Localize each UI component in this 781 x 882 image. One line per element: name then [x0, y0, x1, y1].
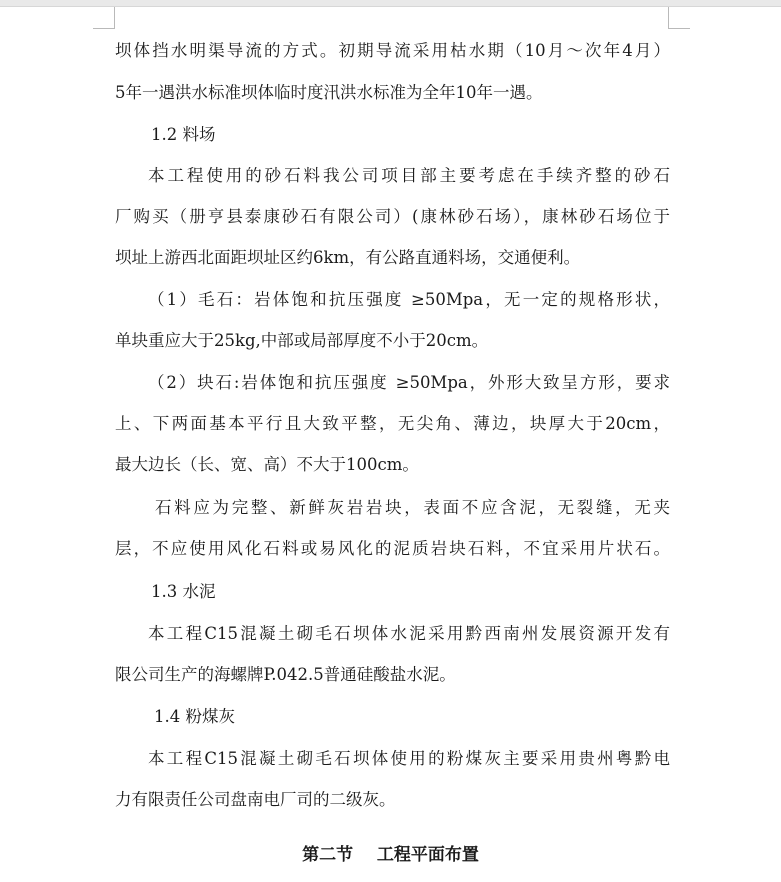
text-line: 上、下两面基本平行且大致平整，无尖角、薄边，块厚大于20cm，	[115, 414, 670, 433]
paragraph-cement	[115, 624, 670, 685]
text-line: 最大边长（长、宽、高）不大于100cm。	[115, 455, 419, 474]
margin-corner-mark-left	[114, 7, 115, 29]
paragraph-stone-quality	[115, 498, 670, 559]
intro-paragraph	[115, 41, 670, 61]
text-line: （2）块石:岩体饱和抗压强度 ≥50Mpa，外形大致呈方形，要求	[148, 373, 670, 392]
text-line: 层，不应使用风化石料或易风化的泥质岩块石料，不宜采用片状石。	[115, 539, 670, 558]
paragraph-rubble-stone	[115, 290, 670, 351]
text-line: 坝址上游西北面距坝址区约6km，有公路直通料场，交通便利。	[115, 248, 581, 267]
margin-corner-mark-right	[668, 7, 669, 29]
text-line: 限公司生产的海螺牌P.042.5普通硅酸盐水泥。	[115, 665, 456, 684]
text-line: 5年一遇洪水标准坝体临时度汛洪水标准为全年10年一遇。	[115, 83, 543, 102]
page-top-edge	[0, 0, 781, 7]
paragraph-block-stone	[115, 373, 670, 475]
text-line: 石料应为完整、新鲜灰岩岩块，表面不应含泥，无裂缝，无夹	[155, 498, 670, 517]
margin-corner-mark-right-horizontal	[668, 28, 690, 29]
intro-paragraph-end	[115, 83, 670, 103]
section-title-layout: 第二节 工程平面布置	[302, 845, 479, 865]
text-line: 本工程C15混凝土砌毛石坝体水泥采用黔西南州发展资源开发有	[148, 624, 670, 643]
heading-1-3: 1.3 水泥	[151, 582, 216, 601]
text-line: 力有限责任公司盘南电厂司的二级灰。	[115, 790, 396, 809]
paragraph-quarry-source	[115, 166, 670, 268]
text-line: 单块重应大于25kg,中部或局部厚度不小于20cm。	[115, 331, 489, 350]
text-line: （1）毛石：岩体饱和抗压强度 ≥50Mpa，无一定的规格形状，	[148, 290, 670, 309]
text-line: 坝体挡水明渠导流的方式。初期导流采用枯水期（10月～次年4月）	[115, 41, 670, 60]
heading-1-2: 1.2 料场	[151, 125, 216, 144]
text-line: 本工程使用的砂石料我公司项目部主要考虑在手续齐整的砂石	[148, 166, 670, 185]
text-line: 本工程C15混凝土砌毛石坝体使用的粉煤灰主要采用贵州粤黔电	[148, 749, 670, 768]
heading-1-4: 1.4 粉煤灰	[154, 707, 235, 726]
margin-corner-mark-left-horizontal	[93, 28, 115, 29]
paragraph-fly-ash	[115, 749, 670, 810]
text-line: 厂购买（册亨县泰康砂石有限公司）(康林砂石场），康林砂石场位于	[115, 207, 670, 226]
